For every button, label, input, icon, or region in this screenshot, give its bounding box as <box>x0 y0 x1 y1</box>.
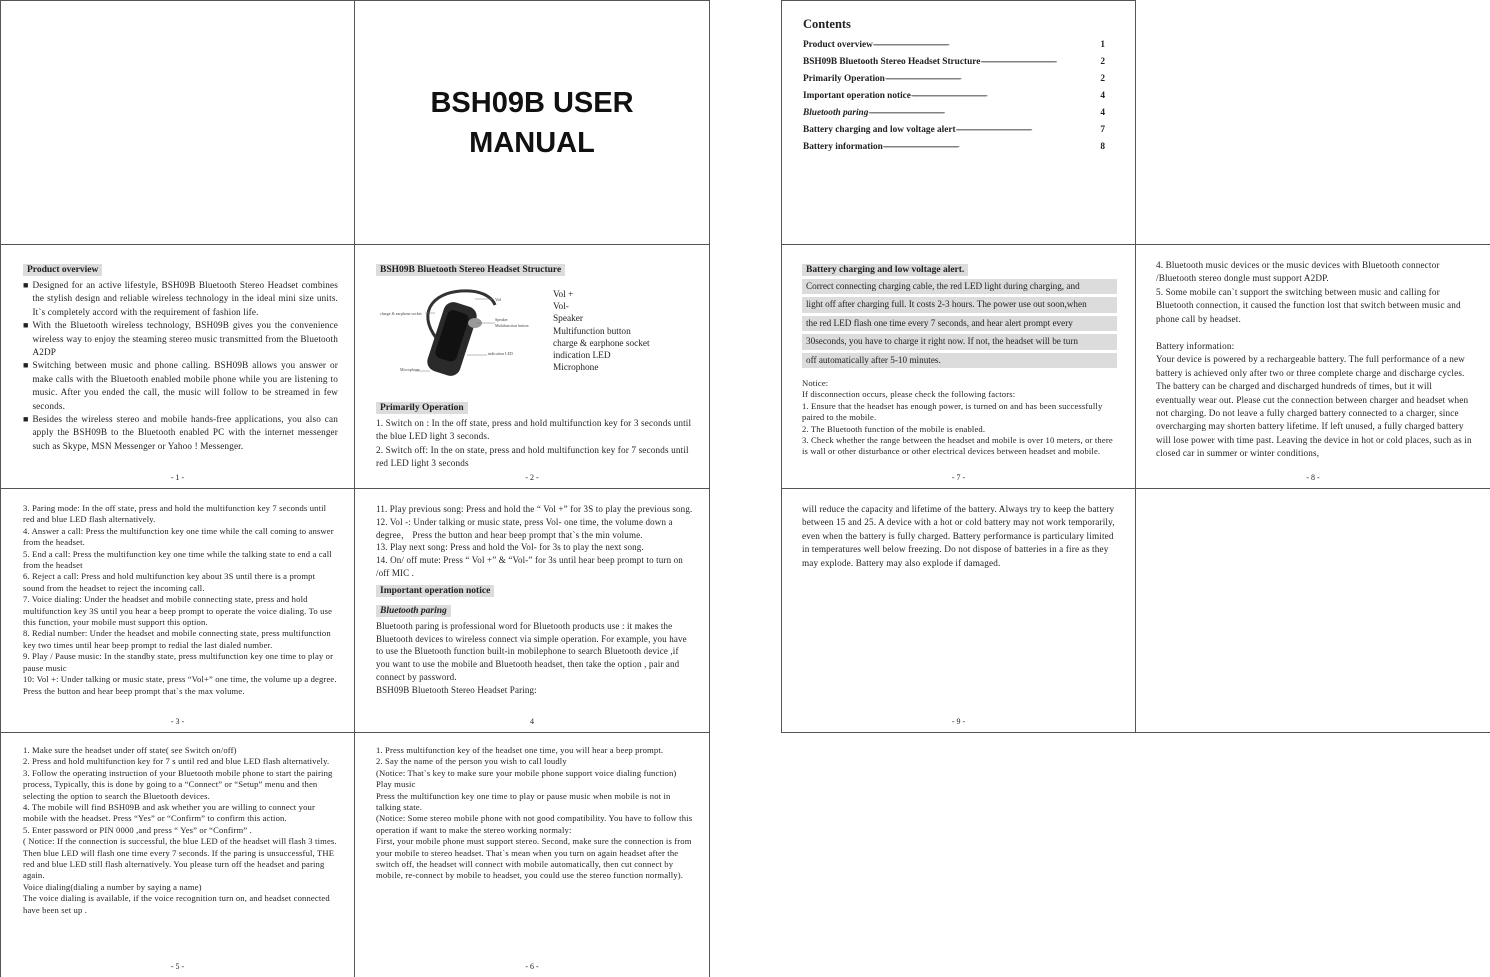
disconnection-notice: Notice: If disconnection occurs, please check the following factors: 1. Ensure that the headset has enough power, is turned on and has been successfully paired to the mobile. 2. The Bluetooth function of the mobile is enabled. 3. Check whether the range between the headset and mobile is over 10 meters, or there is wall or other disturbance or other electrical devices between headset and mobile. <box>802 378 1113 457</box>
diagram-label-multifunction: Multifunction button <box>495 323 529 328</box>
pairing-steps: 1. Make sure the headset under off state( see Switch on/off) 2. Press and hold multifunction key for 7 s until red and blue LED flash alternatively. 3. Follow the operating instruction of your Bluetooth mobile phone to start the pairing process, Typically, this is done by going to a “Connect” or “Setup” menu and then selecting the option to search the Bluetooth devices. 4. The mobile will find BSH09B and ask whether you are willing to connect your mobile with the headset. Press “Yes” or “Confirm” to confirm this action. 5. Enter password or PIN 0000 ,and press “ Yes” or “Confirm” . ( Notice: If the connection is successful, the blue LED of the headset will flash 3 times. Then blue LED will flash one time every 7 seconds. If the paring is unsuccessful, THE red and blue LED still flash alternatively. You please turn off the headset and paring again. Voice dialing(dialing a number by saying a name) The voice dialing is available, if the voice recognition turn on, and headset connected have been set up . <box>23 745 337 915</box>
page-1 <box>0 244 355 489</box>
legend-item: Multifunction button <box>553 326 631 337</box>
legend-item: Speaker <box>553 314 583 325</box>
bullet-square-icon: ■ <box>23 414 29 425</box>
toc-item[interactable] <box>803 88 1105 105</box>
voice-dialing-and-music: 1. Press multifunction key of the headset one time, you will hear a beep prompt. 2. Say the name of the person you wish to call loudly (Notice: That`s key to make sure your mobile phone support voice dialing function) Play music Press the multifunction key one time to play or pause music when mobile is not in talking state. (Notice: Some stereo mobile phone with not good compatibility. You have to follow this operation if want to make the stereo working normaly: First, your mobile phone must support stereo. Second, make sure the connection is from your mobile to stereo headset. That`s mean when you turn on again headset after the switch off, the headset will connect with mobile automatically, then cut connect by mobile, re-connect by mobile to headset, you could use the stereo function normally). <box>376 745 693 881</box>
toc-leader <box>956 122 1097 139</box>
battery-information-text: Your device is powered by a rechargeable battery. The full performance of a new battery is achieved only after two or three complete charge and discharge cycles. The battery can be charged and discharged hundreds of times, but it will eventually wear out. Please cut the connection between charger and headset when not charging. Do not leave a fully charged battery connected to a charger, since overcharging may shorten battery lifetime. If left unused, a fully charged battery will lose power with time past. Leaving the device in hot or cold places, such as in closed car in summer or winter conditions, <box>1156 354 1472 459</box>
battery-information-continued: will reduce the capacity and lifetime of the battery. Always try to keep the battery between 15 and 25. A device with a hot or cold battery may not work temporarily, even when the battery is fully charged. Battery performance is particulary limited in temperatures well below freezing. Do not dispose of batteries in a fire as they may explode. Battery may also explode if damaged. <box>802 504 1115 568</box>
structure-legend <box>553 289 650 374</box>
toc-leader <box>911 88 1096 105</box>
page-7 <box>781 244 1136 489</box>
page-6 <box>354 732 710 977</box>
page-number: - 5 - <box>170 962 185 971</box>
bullet-item <box>23 279 338 319</box>
battery-charging-heading: Battery charging and low voltage alert. <box>802 264 968 276</box>
bullet-text: Besides the wireless stereo and mobile hands-free applications, you also can apply the BSH09B to the Bluetooth enabled PC with the internet messenger such as Skype, MSN Messenger or Yahoo ! Messenger. <box>32 414 338 451</box>
blank-page-top-left <box>0 0 355 245</box>
headset-diagram <box>375 281 545 391</box>
charging-info-line: off automatically after 5-10 minutes. <box>802 353 1117 368</box>
bluetooth-paring-heading: Bluetooth paring <box>376 605 451 617</box>
legend-item: charge & earphone socket <box>553 338 650 349</box>
toc-item-page: 2 <box>1100 57 1105 67</box>
toc-item[interactable] <box>803 37 1105 54</box>
bullet-item <box>23 359 338 413</box>
bullet-text: Switching between music and phone calling. BSH09B allows you answer or make calls with the Bluetooth enabled mobile phone while you are listening to music. After you ended the call, the music will follow to be streamed in few seconds. <box>32 360 338 411</box>
toc-list <box>803 37 1105 156</box>
legend-item: Vol + <box>553 290 574 300</box>
toc-item-label: Bluetooth paring <box>803 108 869 118</box>
page-8 <box>1135 244 1490 489</box>
product-overview-bullets <box>23 279 338 453</box>
bullet-square-icon: ■ <box>23 360 29 371</box>
toc-item[interactable] <box>803 105 1105 122</box>
diagram-label-charge: charge & earphone socket <box>380 311 422 316</box>
page-5 <box>0 732 355 977</box>
toc-item-label: Product overview <box>803 40 873 50</box>
page-9 <box>781 488 1136 733</box>
product-overview-heading: Product overview <box>23 264 102 276</box>
operations-list-end: 11. Play previous song: Press and hold the “ Vol +” for 3S to play the previous song. 12. Vol -: Under talking or music state, press Vol- one time, the volume down a degree， Press the button and hear beep prompt that`s the min volume. 13. Play next song: Press and hold the Vol- for 3s to play the next song. 14. On/ off mute: Press “ Vol +” & “Vol-” for 3s until hear beep prompt to turn on /off MIC . <box>376 504 693 578</box>
toc-item-page: 4 <box>1100 91 1105 101</box>
primarily-operation-heading: Primarily Operation <box>376 402 468 414</box>
page-3 <box>0 488 355 733</box>
bullet-square-icon: ■ <box>23 320 29 331</box>
toc-item-page: 8 <box>1100 142 1105 152</box>
diagram-label-microphone: Microphone <box>400 367 420 372</box>
charging-info-line: 30seconds, you have to charge it right now. If not, the headset will be turn <box>802 334 1117 349</box>
page-2 <box>354 244 710 489</box>
contents-heading: Contents <box>803 17 851 31</box>
primarily-operation-text: 1. Switch on : In the off state, press and hold multifunction key for 3 seconds until the blue LED light 3 seconds. 2. Switch off: In the on state, press and hold multifunction key for 7 seconds until red LED light 3 seconds <box>376 418 692 469</box>
toc-item-page: 2 <box>1100 74 1105 84</box>
battery-information-heading: Battery information: <box>1156 341 1235 352</box>
page-number: - 8 - <box>1306 473 1320 482</box>
toc-item-page: 1 <box>1100 40 1105 50</box>
toc-item-label: Battery information <box>803 142 883 152</box>
charging-info-line: the red LED flash one time every 7 seconds, and hear alert prompt every <box>802 316 1117 331</box>
legend-item: Vol- <box>553 302 569 313</box>
operations-list-continued: 3. Paring mode: In the off state, press and hold the multifunction key 7 seconds until red and blue LED flash alternatively. 4. Answer a call: Press the multifunction key one time while the call coming to answer from the headset. 5. End a call: Press the multifunction key one time while the talking state to end a call from the headset 6. Reject a call: Press and hold multifunction key about 3S until there is a prompt sound from the headset to reject the incoming call. 7. Voice dialing: Under the headset and mobile connecting state, press and hold multifunction key 3S until you hear a beep prompt to operate the voice dialing. To use this function, your mobile must support this option. 8. Redial number: Under the headset and mobile connecting state, press multifunction key two times until hear beep prompt to redial the last dialed number. 9. Play / Pause music: In the standby state, press multifunction key one time to play or pause music 10: Vol +: Under talking or music state, press “Vol+” one time, the volume up a degree. Press the button and hear beep prompt that`s the max volume. <box>23 503 337 696</box>
important-notice-heading: Important operation notice <box>376 585 494 597</box>
toc-item-label: BSH09B Bluetooth Stereo Headset Structure <box>803 57 981 67</box>
toc-item[interactable] <box>803 71 1105 88</box>
bullet-square-icon: ■ <box>23 280 29 290</box>
bullet-text: Designed for an active lifestyle, BSH09B Bluetooth Stereo Headset combines the stylish design and reliable wireless technology in the ideal mini size units. It`s completely accord with the requirement of fashion life. <box>32 280 338 317</box>
diagram-label-speaker: Speaker <box>495 317 508 322</box>
page-number: - 3 - <box>170 717 185 726</box>
bullet-item <box>23 413 338 453</box>
legend-item: Microphone <box>553 363 599 374</box>
diagram-label-vol: Vol <box>495 297 502 302</box>
toc-leader <box>873 37 1097 54</box>
toc-leader <box>868 105 1096 122</box>
cover-title-line1: BSH09B USER <box>430 87 634 119</box>
page-number: - 1 - <box>170 473 185 482</box>
bullet-text: With the Bluetooth wireless technology, BSH09B gives you the convenience wireless way to enjoy the steaming stereo music transmitted from the Bluetooth A2DP <box>32 320 338 358</box>
toc-leader <box>980 54 1096 71</box>
blank-page-top-right <box>1135 0 1490 245</box>
toc-item-label: Important operation notice <box>803 91 911 101</box>
cover-title-line2: MANUAL <box>469 127 595 159</box>
page-number: 4 <box>530 717 534 726</box>
page-number: - 6 - <box>525 962 539 971</box>
blank-page-mid-right <box>1135 488 1490 733</box>
page-number: - 2 - <box>525 473 539 482</box>
toc-item[interactable] <box>803 54 1105 71</box>
toc-item-page: 7 <box>1100 125 1105 135</box>
toc-item[interactable] <box>803 139 1105 156</box>
charging-info-line: light off after charging full. It costs 2-3 hours. The power use out soon,when <box>802 297 1117 312</box>
diagram-label-led: indication LED <box>488 351 513 356</box>
toc-leader <box>885 71 1096 88</box>
cover-page <box>354 0 710 245</box>
page-4 <box>354 488 710 733</box>
bluetooth-paring-text: Bluetooth paring is professional word for Bluetooth products use : it makes the Bluetooth devices to wireless connect via simple operation. For example, you have to use the Bluetooth function built-in mobilephone to search Bluetooth device ,if you want to use the mobile and Bluetooth headset, then take the option , pair and connect by password. BSH09B Bluetooth Stereo Headset Paring: <box>376 620 687 695</box>
battery-charging-lines <box>802 279 1117 368</box>
page-number: - 7 - <box>951 473 966 482</box>
contents-page <box>781 0 1136 245</box>
bullet-item <box>23 319 338 359</box>
charging-info-line: Correct connecting charging cable, the red LED light during charging, and <box>802 279 1117 294</box>
legend-item: indication LED <box>553 351 611 362</box>
toc-item-label: Battery charging and low voltage alert <box>803 125 956 135</box>
bluetooth-music-notes: 4. Bluetooth music devices or the music devices with Bluetooth connector /Bluetooth stereo dongle must support A2DP. 5. Some mobile can`t support the switching between music and calling for Bluetooth connection, it caused the function lost that switch between music and phone call by headset. <box>1156 260 1461 324</box>
toc-item[interactable] <box>803 122 1105 139</box>
page-number: - 9 - <box>951 717 966 726</box>
toc-item-label: Primarily Operation <box>803 74 885 84</box>
toc-leader <box>883 139 1097 156</box>
toc-item-page: 4 <box>1100 108 1105 118</box>
structure-heading: BSH09B Bluetooth Stereo Headset Structure <box>376 264 565 276</box>
